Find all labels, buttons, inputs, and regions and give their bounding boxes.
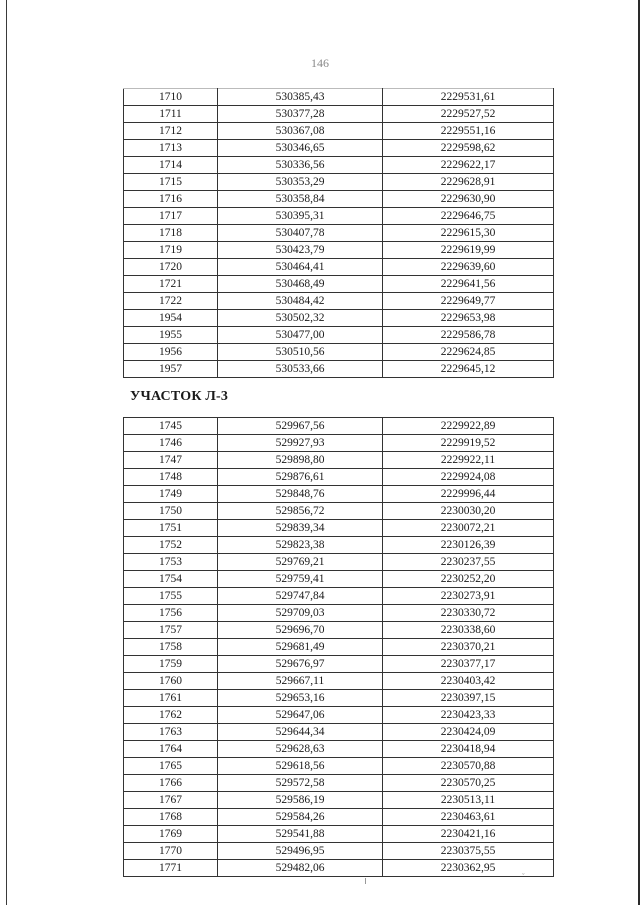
y-coordinate-cell: 2230570,25 (383, 775, 554, 792)
y-coordinate-cell: 2229531,61 (383, 89, 554, 106)
x-coordinate-cell: 530385,43 (218, 89, 383, 106)
page-number: 146 (311, 56, 329, 70)
x-coordinate-cell: 529823,38 (218, 537, 383, 554)
x-coordinate-cell: 529696,70 (218, 622, 383, 639)
point-number-cell: 1759 (124, 656, 218, 673)
y-coordinate-cell: 2229641,56 (383, 276, 554, 293)
point-number-cell: 1712 (124, 123, 218, 140)
y-coordinate-cell: 2230362,95 (383, 860, 554, 877)
x-coordinate-cell: 530353,29 (218, 174, 383, 191)
x-coordinate-cell: 530346,65 (218, 140, 383, 157)
x-coordinate-cell: 529848,76 (218, 486, 383, 503)
point-number-cell: 1753 (124, 554, 218, 571)
x-coordinate-cell: 529676,97 (218, 656, 383, 673)
table-row (124, 452, 554, 469)
y-coordinate-cell: 2230463,61 (383, 809, 554, 826)
point-number-cell: 1756 (124, 605, 218, 622)
x-coordinate-cell: 529584,26 (218, 809, 383, 826)
x-coordinate-cell: 530423,79 (218, 242, 383, 259)
x-coordinate-cell: 530468,49 (218, 276, 383, 293)
y-coordinate-cell: 2230513,11 (383, 792, 554, 809)
table-row (124, 259, 554, 276)
point-number-cell: 1764 (124, 741, 218, 758)
y-coordinate-cell: 2230252,20 (383, 571, 554, 588)
point-number-cell: 1746 (124, 435, 218, 452)
table-row (124, 571, 554, 588)
table-row (124, 724, 554, 741)
table-row (124, 656, 554, 673)
point-number-cell: 1752 (124, 537, 218, 554)
point-number-cell: 1760 (124, 673, 218, 690)
x-coordinate-cell: 529644,34 (218, 724, 383, 741)
table-row (124, 605, 554, 622)
point-number-cell: 1761 (124, 690, 218, 707)
y-coordinate-cell: 2229645,12 (383, 361, 554, 378)
point-number-cell: 1719 (124, 242, 218, 259)
y-coordinate-cell: 2229653,98 (383, 310, 554, 327)
point-number-cell: 1711 (124, 106, 218, 123)
y-coordinate-cell: 2229630,90 (383, 191, 554, 208)
point-number-cell: 1748 (124, 469, 218, 486)
table-row (124, 520, 554, 537)
x-coordinate-cell: 529681,49 (218, 639, 383, 656)
y-coordinate-cell: 2229622,17 (383, 157, 554, 174)
y-coordinate-cell: 2230237,55 (383, 554, 554, 571)
x-coordinate-cell: 529541,88 (218, 826, 383, 843)
x-coordinate-cell: 530484,42 (218, 293, 383, 310)
y-coordinate-cell: 2229924,08 (383, 469, 554, 486)
coordinates-table-2 (123, 417, 554, 877)
table-row (124, 741, 554, 758)
y-coordinate-cell: 2230418,94 (383, 741, 554, 758)
x-coordinate-cell: 530407,78 (218, 225, 383, 242)
point-number-cell: 1957 (124, 361, 218, 378)
y-coordinate-cell: 2230377,17 (383, 656, 554, 673)
point-number-cell: 1747 (124, 452, 218, 469)
table-row (124, 690, 554, 707)
x-coordinate-cell: 530358,84 (218, 191, 383, 208)
table-row (124, 208, 554, 225)
point-number-cell: 1766 (124, 775, 218, 792)
x-coordinate-cell: 529496,95 (218, 843, 383, 860)
table-row (124, 242, 554, 259)
point-number-cell: 1715 (124, 174, 218, 191)
x-coordinate-cell: 530510,56 (218, 344, 383, 361)
point-number-cell: 1762 (124, 707, 218, 724)
table-row (124, 174, 554, 191)
y-coordinate-cell: 2230421,16 (383, 826, 554, 843)
table-row (124, 157, 554, 174)
table-row (124, 123, 554, 140)
table-row (124, 327, 554, 344)
x-coordinate-cell: 529709,03 (218, 605, 383, 622)
point-number-cell: 1751 (124, 520, 218, 537)
x-coordinate-cell: 530395,31 (218, 208, 383, 225)
x-coordinate-cell: 529572,58 (218, 775, 383, 792)
x-coordinate-cell: 529653,16 (218, 690, 383, 707)
y-coordinate-cell: 2230330,72 (383, 605, 554, 622)
y-coordinate-cell: 2230397,15 (383, 690, 554, 707)
table-row (124, 361, 554, 378)
y-coordinate-cell: 2229646,75 (383, 208, 554, 225)
y-coordinate-cell: 2229551,16 (383, 123, 554, 140)
x-coordinate-cell: 529898,80 (218, 452, 383, 469)
point-number-cell: 1721 (124, 276, 218, 293)
y-coordinate-cell: 2230403,42 (383, 673, 554, 690)
table-row (124, 588, 554, 605)
point-number-cell: 1770 (124, 843, 218, 860)
x-coordinate-cell: 529927,93 (218, 435, 383, 452)
table-row (124, 826, 554, 843)
y-coordinate-cell: 2230370,21 (383, 639, 554, 656)
point-number-cell: 1763 (124, 724, 218, 741)
y-coordinate-cell: 2229624,85 (383, 344, 554, 361)
point-number-cell: 1713 (124, 140, 218, 157)
table-row (124, 639, 554, 656)
table-row (124, 418, 554, 435)
y-coordinate-cell: 2229649,77 (383, 293, 554, 310)
table-row (124, 89, 554, 106)
table-row (124, 537, 554, 554)
y-coordinate-cell: 2229639,60 (383, 259, 554, 276)
coordinates-table-1 (123, 88, 554, 378)
x-coordinate-cell: 530533,66 (218, 361, 383, 378)
y-coordinate-cell: 2229527,52 (383, 106, 554, 123)
x-coordinate-cell: 530367,08 (218, 123, 383, 140)
point-number-cell: 1954 (124, 310, 218, 327)
table-row (124, 191, 554, 208)
point-number-cell: 1722 (124, 293, 218, 310)
point-number-cell: 1758 (124, 639, 218, 656)
point-number-cell: 1956 (124, 344, 218, 361)
table-row (124, 809, 554, 826)
y-coordinate-cell: 2229619,99 (383, 242, 554, 259)
table-row (124, 673, 554, 690)
point-number-cell: 1718 (124, 225, 218, 242)
point-number-cell: 1745 (124, 418, 218, 435)
x-coordinate-cell: 529856,72 (218, 503, 383, 520)
y-coordinate-cell: 2230424,09 (383, 724, 554, 741)
y-coordinate-cell: 2230030,20 (383, 503, 554, 520)
x-coordinate-cell: 529628,63 (218, 741, 383, 758)
section-title: УЧАСТОК Л-3 (130, 389, 229, 404)
y-coordinate-cell: 2230570,88 (383, 758, 554, 775)
table-row (124, 469, 554, 486)
y-coordinate-cell: 2230126,39 (383, 537, 554, 554)
x-coordinate-cell: 529769,21 (218, 554, 383, 571)
table-row (124, 486, 554, 503)
point-number-cell: 1757 (124, 622, 218, 639)
point-number-cell: 1720 (124, 259, 218, 276)
point-number-cell: 1755 (124, 588, 218, 605)
y-coordinate-cell: 2229615,30 (383, 225, 554, 242)
table-row (124, 622, 554, 639)
table-row (124, 843, 554, 860)
x-coordinate-cell: 529618,56 (218, 758, 383, 775)
x-coordinate-cell: 530502,32 (218, 310, 383, 327)
table-row (124, 554, 554, 571)
y-coordinate-cell: 2230273,91 (383, 588, 554, 605)
point-number-cell: 1710 (124, 89, 218, 106)
y-coordinate-cell: 2230423,33 (383, 707, 554, 724)
x-coordinate-cell: 530477,00 (218, 327, 383, 344)
x-coordinate-cell: 530377,28 (218, 106, 383, 123)
table-row (124, 435, 554, 452)
y-coordinate-cell: 2229598,62 (383, 140, 554, 157)
table-row (124, 293, 554, 310)
point-number-cell: 1765 (124, 758, 218, 775)
point-number-cell: 1955 (124, 327, 218, 344)
scan-artifact (365, 878, 366, 884)
table-row (124, 344, 554, 361)
table-row (124, 276, 554, 293)
table-row (124, 106, 554, 123)
y-coordinate-cell: 2229922,89 (383, 418, 554, 435)
point-number-cell: 1754 (124, 571, 218, 588)
y-coordinate-cell: 2229586,78 (383, 327, 554, 344)
x-coordinate-cell: 529747,84 (218, 588, 383, 605)
x-coordinate-cell: 529759,41 (218, 571, 383, 588)
x-coordinate-cell: 530336,56 (218, 157, 383, 174)
scan-artifact: ˇ (522, 872, 525, 881)
x-coordinate-cell: 529876,61 (218, 469, 383, 486)
table-row (124, 775, 554, 792)
table-row (124, 758, 554, 775)
point-number-cell: 1749 (124, 486, 218, 503)
x-coordinate-cell: 529586,19 (218, 792, 383, 809)
table-row (124, 860, 554, 877)
y-coordinate-cell: 2230072,21 (383, 520, 554, 537)
point-number-cell: 1768 (124, 809, 218, 826)
x-coordinate-cell: 529667,11 (218, 673, 383, 690)
table-row (124, 792, 554, 809)
x-coordinate-cell: 529647,06 (218, 707, 383, 724)
point-number-cell: 1714 (124, 157, 218, 174)
point-number-cell: 1717 (124, 208, 218, 225)
table-row (124, 707, 554, 724)
y-coordinate-cell: 2229628,91 (383, 174, 554, 191)
x-coordinate-cell: 530464,41 (218, 259, 383, 276)
table-row (124, 140, 554, 157)
y-coordinate-cell: 2230375,55 (383, 843, 554, 860)
x-coordinate-cell: 529482,06 (218, 860, 383, 877)
y-coordinate-cell: 2230338,60 (383, 622, 554, 639)
x-coordinate-cell: 529839,34 (218, 520, 383, 537)
table-row (124, 310, 554, 327)
table-row (124, 225, 554, 242)
x-coordinate-cell: 529967,56 (218, 418, 383, 435)
table-row (124, 503, 554, 520)
scan-border-left (6, 0, 7, 905)
point-number-cell: 1769 (124, 826, 218, 843)
y-coordinate-cell: 2229996,44 (383, 486, 554, 503)
y-coordinate-cell: 2229922,11 (383, 452, 554, 469)
point-number-cell: 1771 (124, 860, 218, 877)
point-number-cell: 1767 (124, 792, 218, 809)
point-number-cell: 1716 (124, 191, 218, 208)
y-coordinate-cell: 2229919,52 (383, 435, 554, 452)
point-number-cell: 1750 (124, 503, 218, 520)
